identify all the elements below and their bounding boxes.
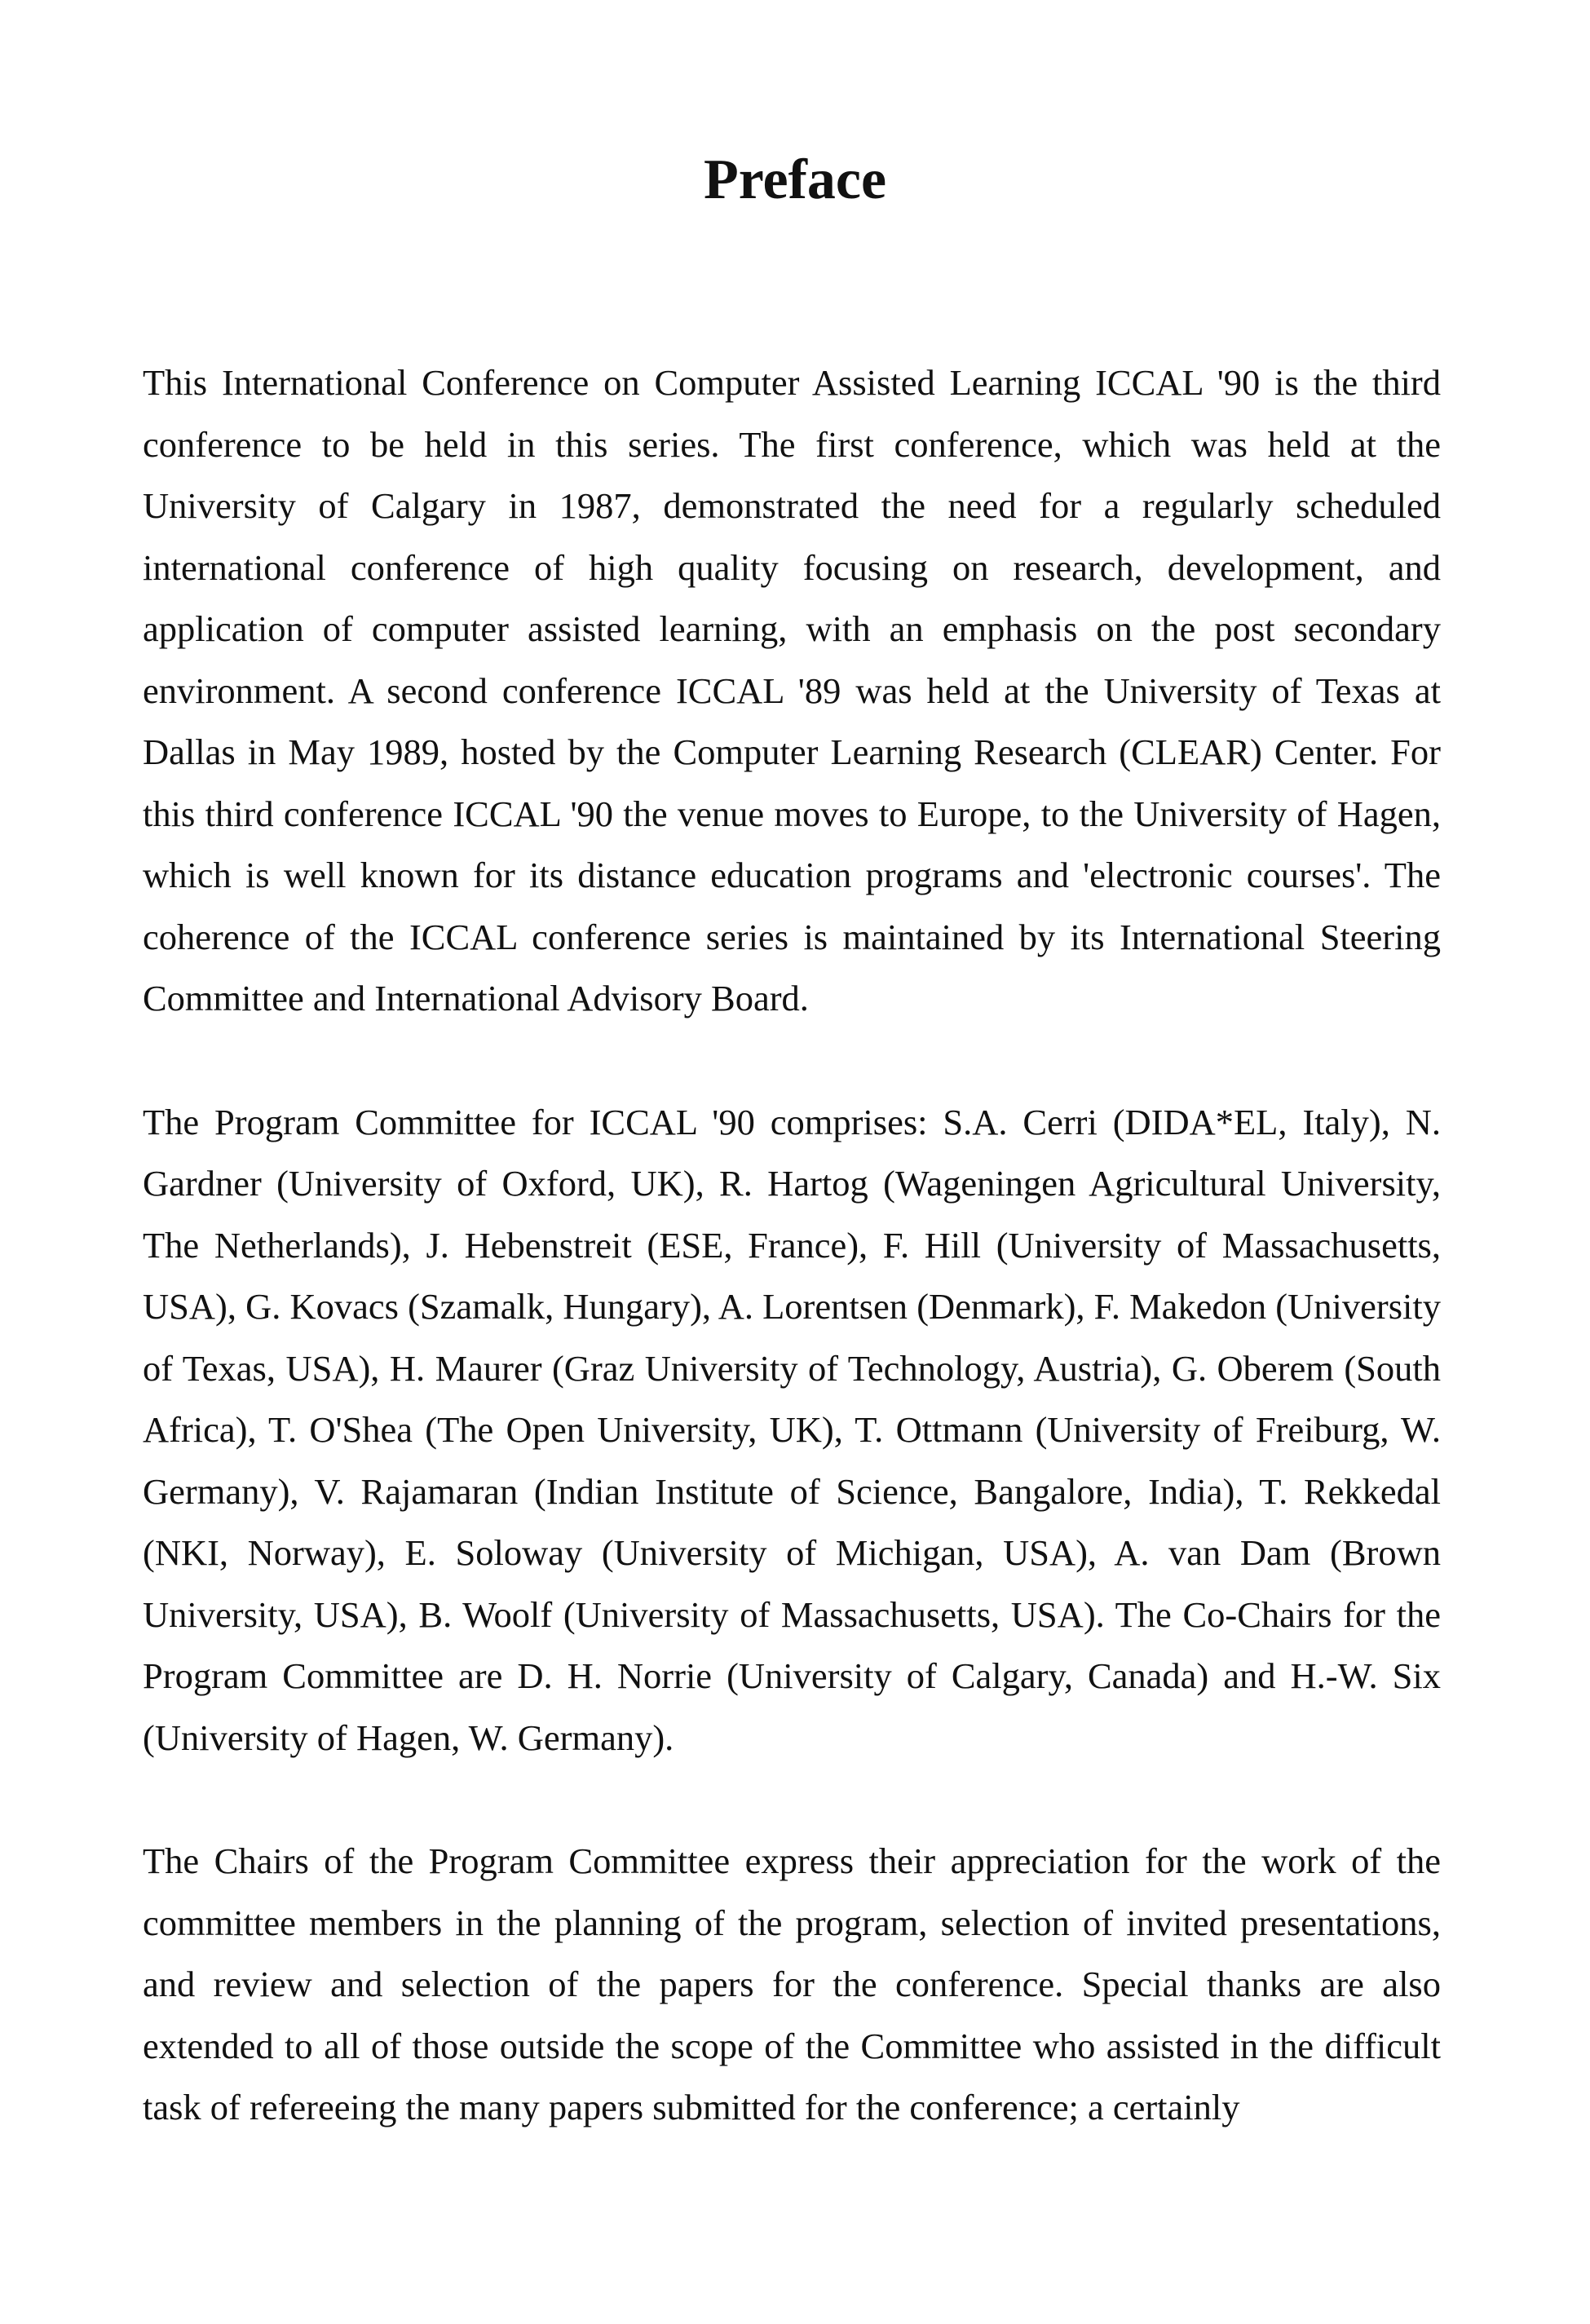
paragraph-intro: This International Conference on Computer Assisted Learning ICCAL '90 is the third conference to be held in this series. The first conference, which was held at the University of Calgary in 1987, demonstrated the need for a regularly scheduled international conference of high quality focusing on research, development, and application of computer assisted learning, with an emphasis on the post secondary environment. A second conference ICCAL '89 was held at the University of Texas at Dallas in May 1989, hosted by the Computer Learning Research (CLEAR) Center. For this third conference ICCAL '90 the venue moves to Europe, to the University of Hagen, which is well known for its distance education programs and 'electronic courses'. The coherence of the ICCAL conference series is maintained by its International Steering Committee and International Advisory Board. (143, 362, 1441, 1018)
paragraph-acknowledgements: The Chairs of the Program Committee express their appreciation for the work of the committee members in the planning of the program, selection of invited presentations, and review and selection of the papers for the conference. Special thanks are also extended to all of those outside the scope of the Committee who assisted in the difficult task of refereeing the many papers submitted for the conference; a certainly (143, 1840, 1441, 2127)
paragraph-program-committee: The Program Committee for ICCAL '90 comprises: S.A. Cerri (DIDA*EL, Italy), N. Gardner (University of Oxford, UK), R. Hartog (Wageningen Agricultural University, The Netherlands), J. Hebenstreit (ESE, France), F. Hill (University of Massachusetts, USA), G. Kovacs (Szamalk, Hungary), A. Lorentsen (Denmark), F. Makedon (University of Texas, USA), H. Maurer (Graz University of Technology, Austria), G. Oberem (South Africa), T. O'Shea (The Open University, UK), T. Ottmann (University of Freiburg, W. Germany), V. Rajamaran (Indian Institute of Science, Bangalore, India), T. Rekkedal (NKI, Norway), E. Soloway (University of Michigan, USA), A. van Dam (Brown University, USA), B. Woolf (University of Massachusetts, USA). The Co-Chairs for the Program Committee are D. H. Norrie (University of Calgary, Canada) and H.-W. Six (University of Hagen, W. Germany). (143, 1101, 1441, 1758)
page-title: Preface (703, 148, 887, 211)
body-text (143, 352, 1441, 2139)
